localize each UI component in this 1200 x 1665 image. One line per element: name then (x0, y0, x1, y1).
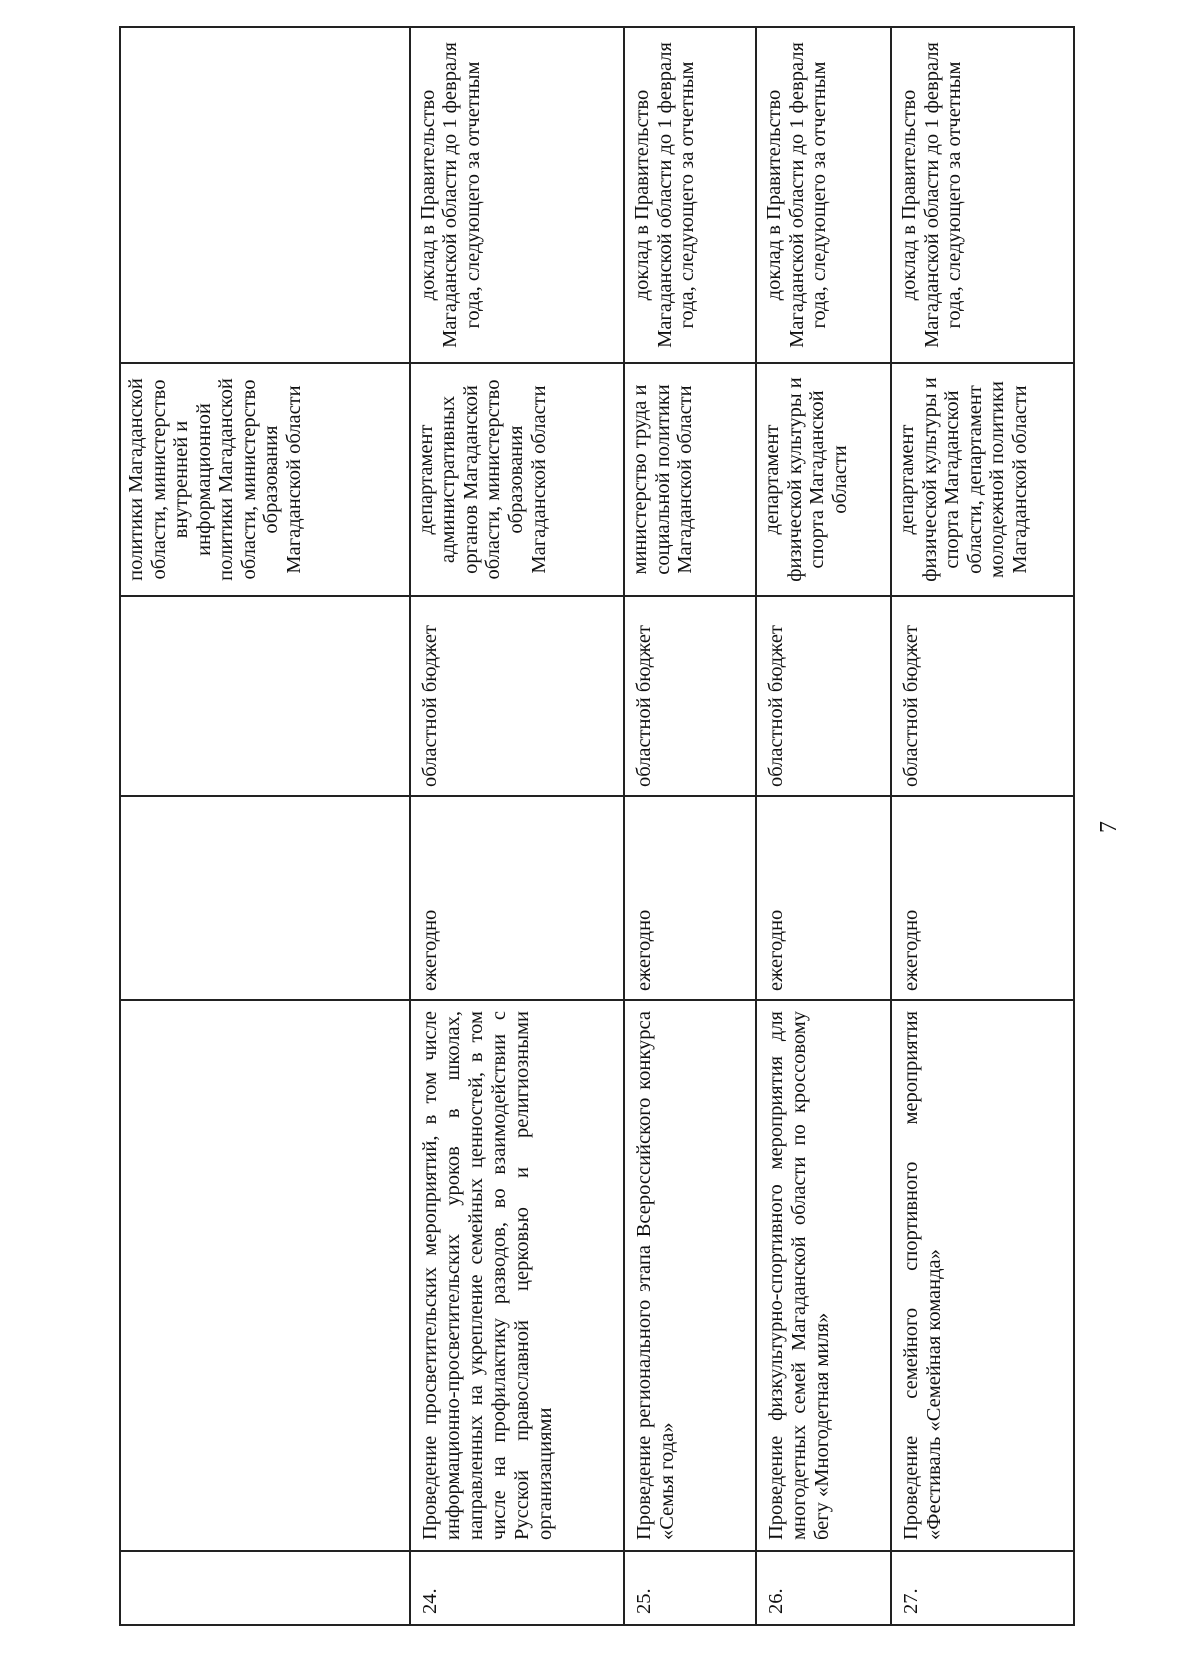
source-cell: областной бюджет (624, 596, 756, 796)
term-cell: ежегодно (624, 796, 756, 1000)
source-cell (120, 596, 410, 796)
responsible-cell: департамент физической культуры и спорта Магаданской области, департамент молодежной политики Магаданской области (891, 363, 1074, 596)
reporting-cell: доклад в Правительство Магаданской области до 1 февраля года, следующего за отчетным (410, 27, 624, 363)
responsible-cell: департамент физической культуры и спорта Магаданской области (756, 363, 891, 596)
term-cell (120, 796, 410, 1000)
page-number: 7 (1096, 821, 1122, 833)
reporting-cell: доклад в Правительство Магаданской области до 1 февраля года, следующего за отчетным (624, 27, 756, 363)
table-row (756, 27, 891, 1625)
source-cell: областной бюджет (410, 596, 624, 796)
row-number-cell: 24. (410, 1551, 624, 1625)
source-cell: областной бюджет (756, 596, 891, 796)
source-cell: областной бюджет (891, 596, 1074, 796)
reporting-cell (120, 27, 410, 363)
table-row-continuation (120, 27, 410, 1625)
description-cell (120, 1000, 410, 1551)
action-plan-table (119, 26, 1075, 1626)
term-cell: ежегодно (756, 796, 891, 1000)
term-cell: ежегодно (410, 796, 624, 1000)
term-cell: ежегодно (891, 796, 1074, 1000)
description-cell: Проведение семейного спортивного мероприятия «Фестиваль «Семейная команда» (891, 1000, 1074, 1551)
reporting-cell: доклад в Правительство Магаданской области до 1 февраля года, следующего за отчетным (891, 27, 1074, 363)
row-number-cell: 26. (756, 1551, 891, 1625)
responsible-cell: министерство труда и социальной политики Магаданской области (624, 363, 756, 596)
description-cell: Проведение регионального этапа Всероссийского конкурса «Семья года» (624, 1000, 756, 1551)
row-number-cell: 25. (624, 1551, 756, 1625)
responsible-cell: политики Магаданской области, министерство внутренней и информационной политики Магаданской области, министерство образования Магаданской области (120, 363, 410, 596)
table-row (410, 27, 624, 1625)
responsible-cell: департамент административных органов Магаданской области, министерство образования Магаданской области (410, 363, 624, 596)
description-cell: Проведение просветительских мероприятий, в том числе информационно-просветительских уроков в школах, направленных на укрепление семейных ценностей, в том числе на профилактику разводов, во взаимодействии с Русской православной церковью и религиозными организациями (410, 1000, 624, 1551)
row-number-cell: 27. (891, 1551, 1074, 1625)
table-row (891, 27, 1074, 1625)
row-number-cell (120, 1551, 410, 1625)
reporting-cell: доклад в Правительство Магаданской области до 1 февраля года, следующего за отчетным (756, 27, 891, 363)
table-row (624, 27, 756, 1625)
description-cell: Проведение физкультурно-спортивного мероприятия для многодетных семей Магаданской области по кроссовому бегу «Многодетная миля» (756, 1000, 891, 1551)
